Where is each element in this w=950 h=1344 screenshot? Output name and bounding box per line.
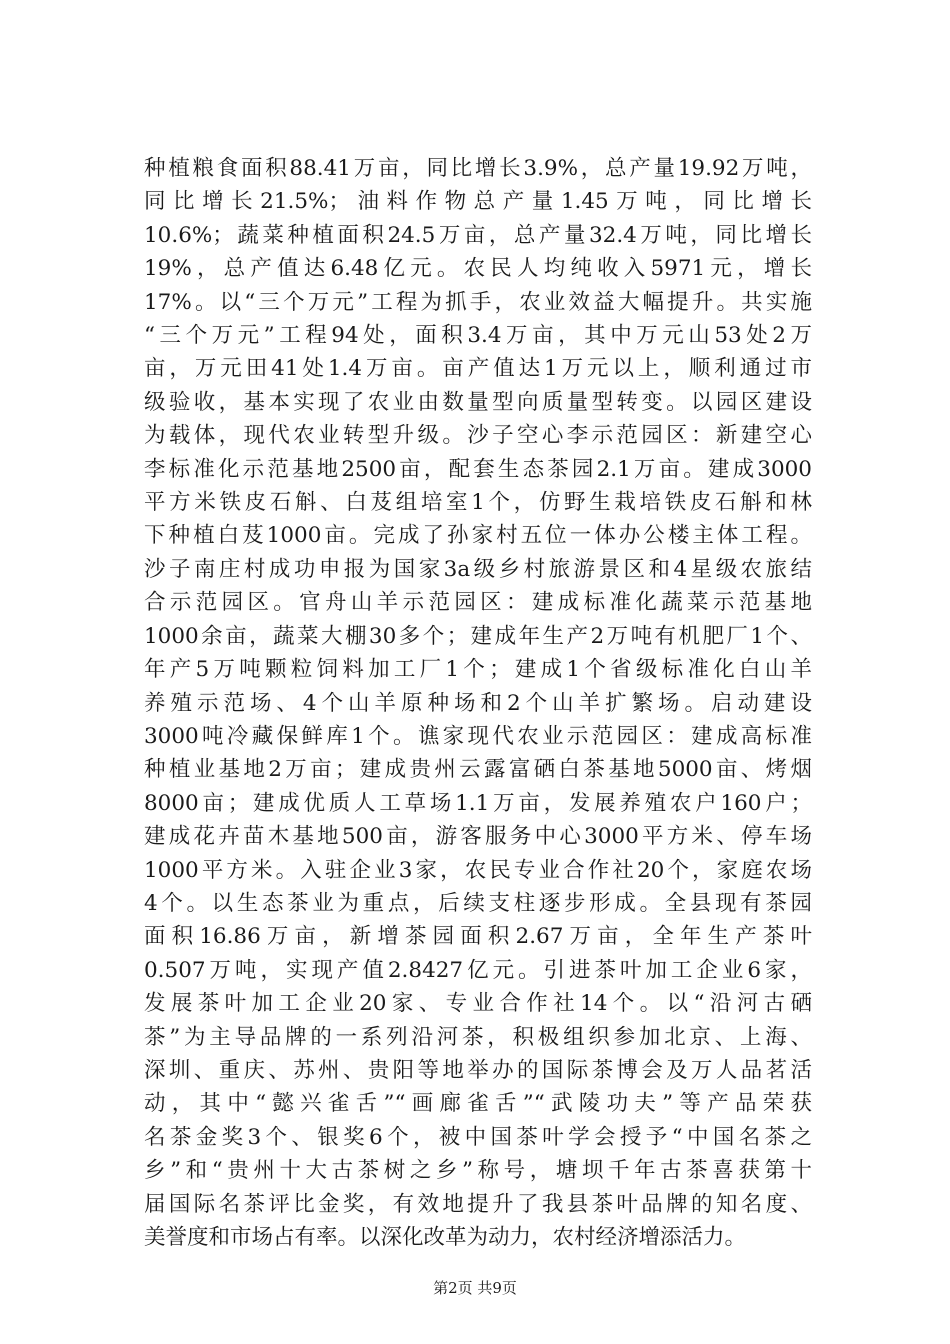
text-line: 19%，总产值达6.48亿元。农民人均纯收入5971元，增长 [144, 256, 812, 282]
text-line: 种植业基地2万亩；建成贵州云露富硒白茶基地5000亩、烤烟 [144, 757, 812, 783]
text-line: 0.507万吨，实现产值2.8427亿元。引进茶叶加工企业6家， [144, 957, 812, 983]
page-footer: 第2页 共9页 [433, 1279, 517, 1297]
text-line: 10.6%；蔬菜种植面积24.5万亩，总产量32.4万吨，同比增长 [144, 222, 812, 248]
text-line: 届国际名茶评比金奖，有效地提升了我县茶叶品牌的知名度、 [144, 1191, 812, 1217]
text-line: 李标准化示范基地2500亩，配套生态茶园2.1万亩。建成3000 [144, 456, 812, 482]
text-line: 建成花卉苗木基地500亩，游客服务中心3000平方米、停车场 [144, 824, 812, 850]
text-line: 亩，万元田41处1.4万亩。亩产值达1万元以上，顺利通过市 [144, 356, 812, 382]
text-line: 面积16.86万亩，新增茶园面积2.67万亩，全年生产茶叶 [144, 924, 812, 950]
text-line: “三个万元”工程94处，面积3.4万亩，其中万元山53处2万 [144, 323, 812, 349]
text-line: 4个。以生态茶业为重点，后续支柱逐步形成。全县现有茶园 [144, 890, 812, 916]
text-line: 1000平方米。入驻企业3家，农民专业合作社20个，家庭农场 [144, 857, 812, 883]
text-line: 同比增长21.5%；油料作物总产量1.45万吨，同比增长 [144, 189, 812, 215]
text-line: 深圳、重庆、苏州、贵阳等地举办的国际茶博会及万人品茗活 [144, 1057, 812, 1083]
text-line: 动，其中“懿兴雀舌”“画廊雀舌”“武陵功夫”等产品荣获 [144, 1091, 812, 1117]
text-line: 沙子南庄村成功申报为国家3a级乡村旅游景区和4星级农旅结 [144, 556, 812, 582]
text-line: 发展茶叶加工企业20家、专业合作社14个。以“沿河古硒 [144, 991, 812, 1017]
text-line: 级验收，基本实现了农业由数量型向质量型转变。以园区建设 [144, 389, 812, 415]
body-paragraph [144, 152, 812, 1254]
text-line: 年产5万吨颗粒饲料加工厂1个；建成1个省级标准化白山羊 [144, 657, 812, 683]
text-line: 平方米铁皮石斛、白芨组培室1个，仿野生栽培铁皮石斛和林 [144, 490, 812, 516]
text-line: 下种植白芨1000亩。完成了孙家村五位一体办公楼主体工程。 [144, 523, 812, 549]
text-line: 种植粮食面积88.41万亩，同比增长3.9%，总产量19.92万吨， [144, 156, 812, 181]
text-line: 合示范园区。官舟山羊示范园区：建成标准化蔬菜示范基地 [144, 590, 812, 616]
text-line: 为载体，现代农业转型升级。沙子空心李示范园区：新建空心 [144, 423, 812, 449]
text-line: 美誉度和市场占有率。以深化改革为动力，农村经济增添活力。 [144, 1225, 747, 1250]
text-line: 乡”和“贵州十大古茶树之乡”称号，塘坝千年古茶喜获第十 [144, 1158, 812, 1184]
text-line: 1000余亩，蔬菜大棚30多个；建成年生产2万吨有机肥厂1个、 [144, 623, 812, 649]
text-line: 茶”为主导品牌的一系列沿河茶，积极组织参加北京、上海、 [144, 1024, 812, 1050]
text-line: 3000吨冷藏保鲜库1个。谯家现代农业示范园区：建成高标准 [144, 723, 812, 749]
text-line: 8000亩；建成优质人工草场1.1万亩，发展养殖农户160户； [144, 790, 812, 816]
text-line: 17%。以“三个万元”工程为抓手，农业效益大幅提升。共实施 [144, 289, 812, 315]
text-line: 名茶金奖3个、银奖6个，被中国茶叶学会授予“中国名茶之 [144, 1124, 812, 1150]
text-line: 养殖示范场、4个山羊原种场和2个山羊扩繁场。启动建设 [144, 690, 812, 716]
